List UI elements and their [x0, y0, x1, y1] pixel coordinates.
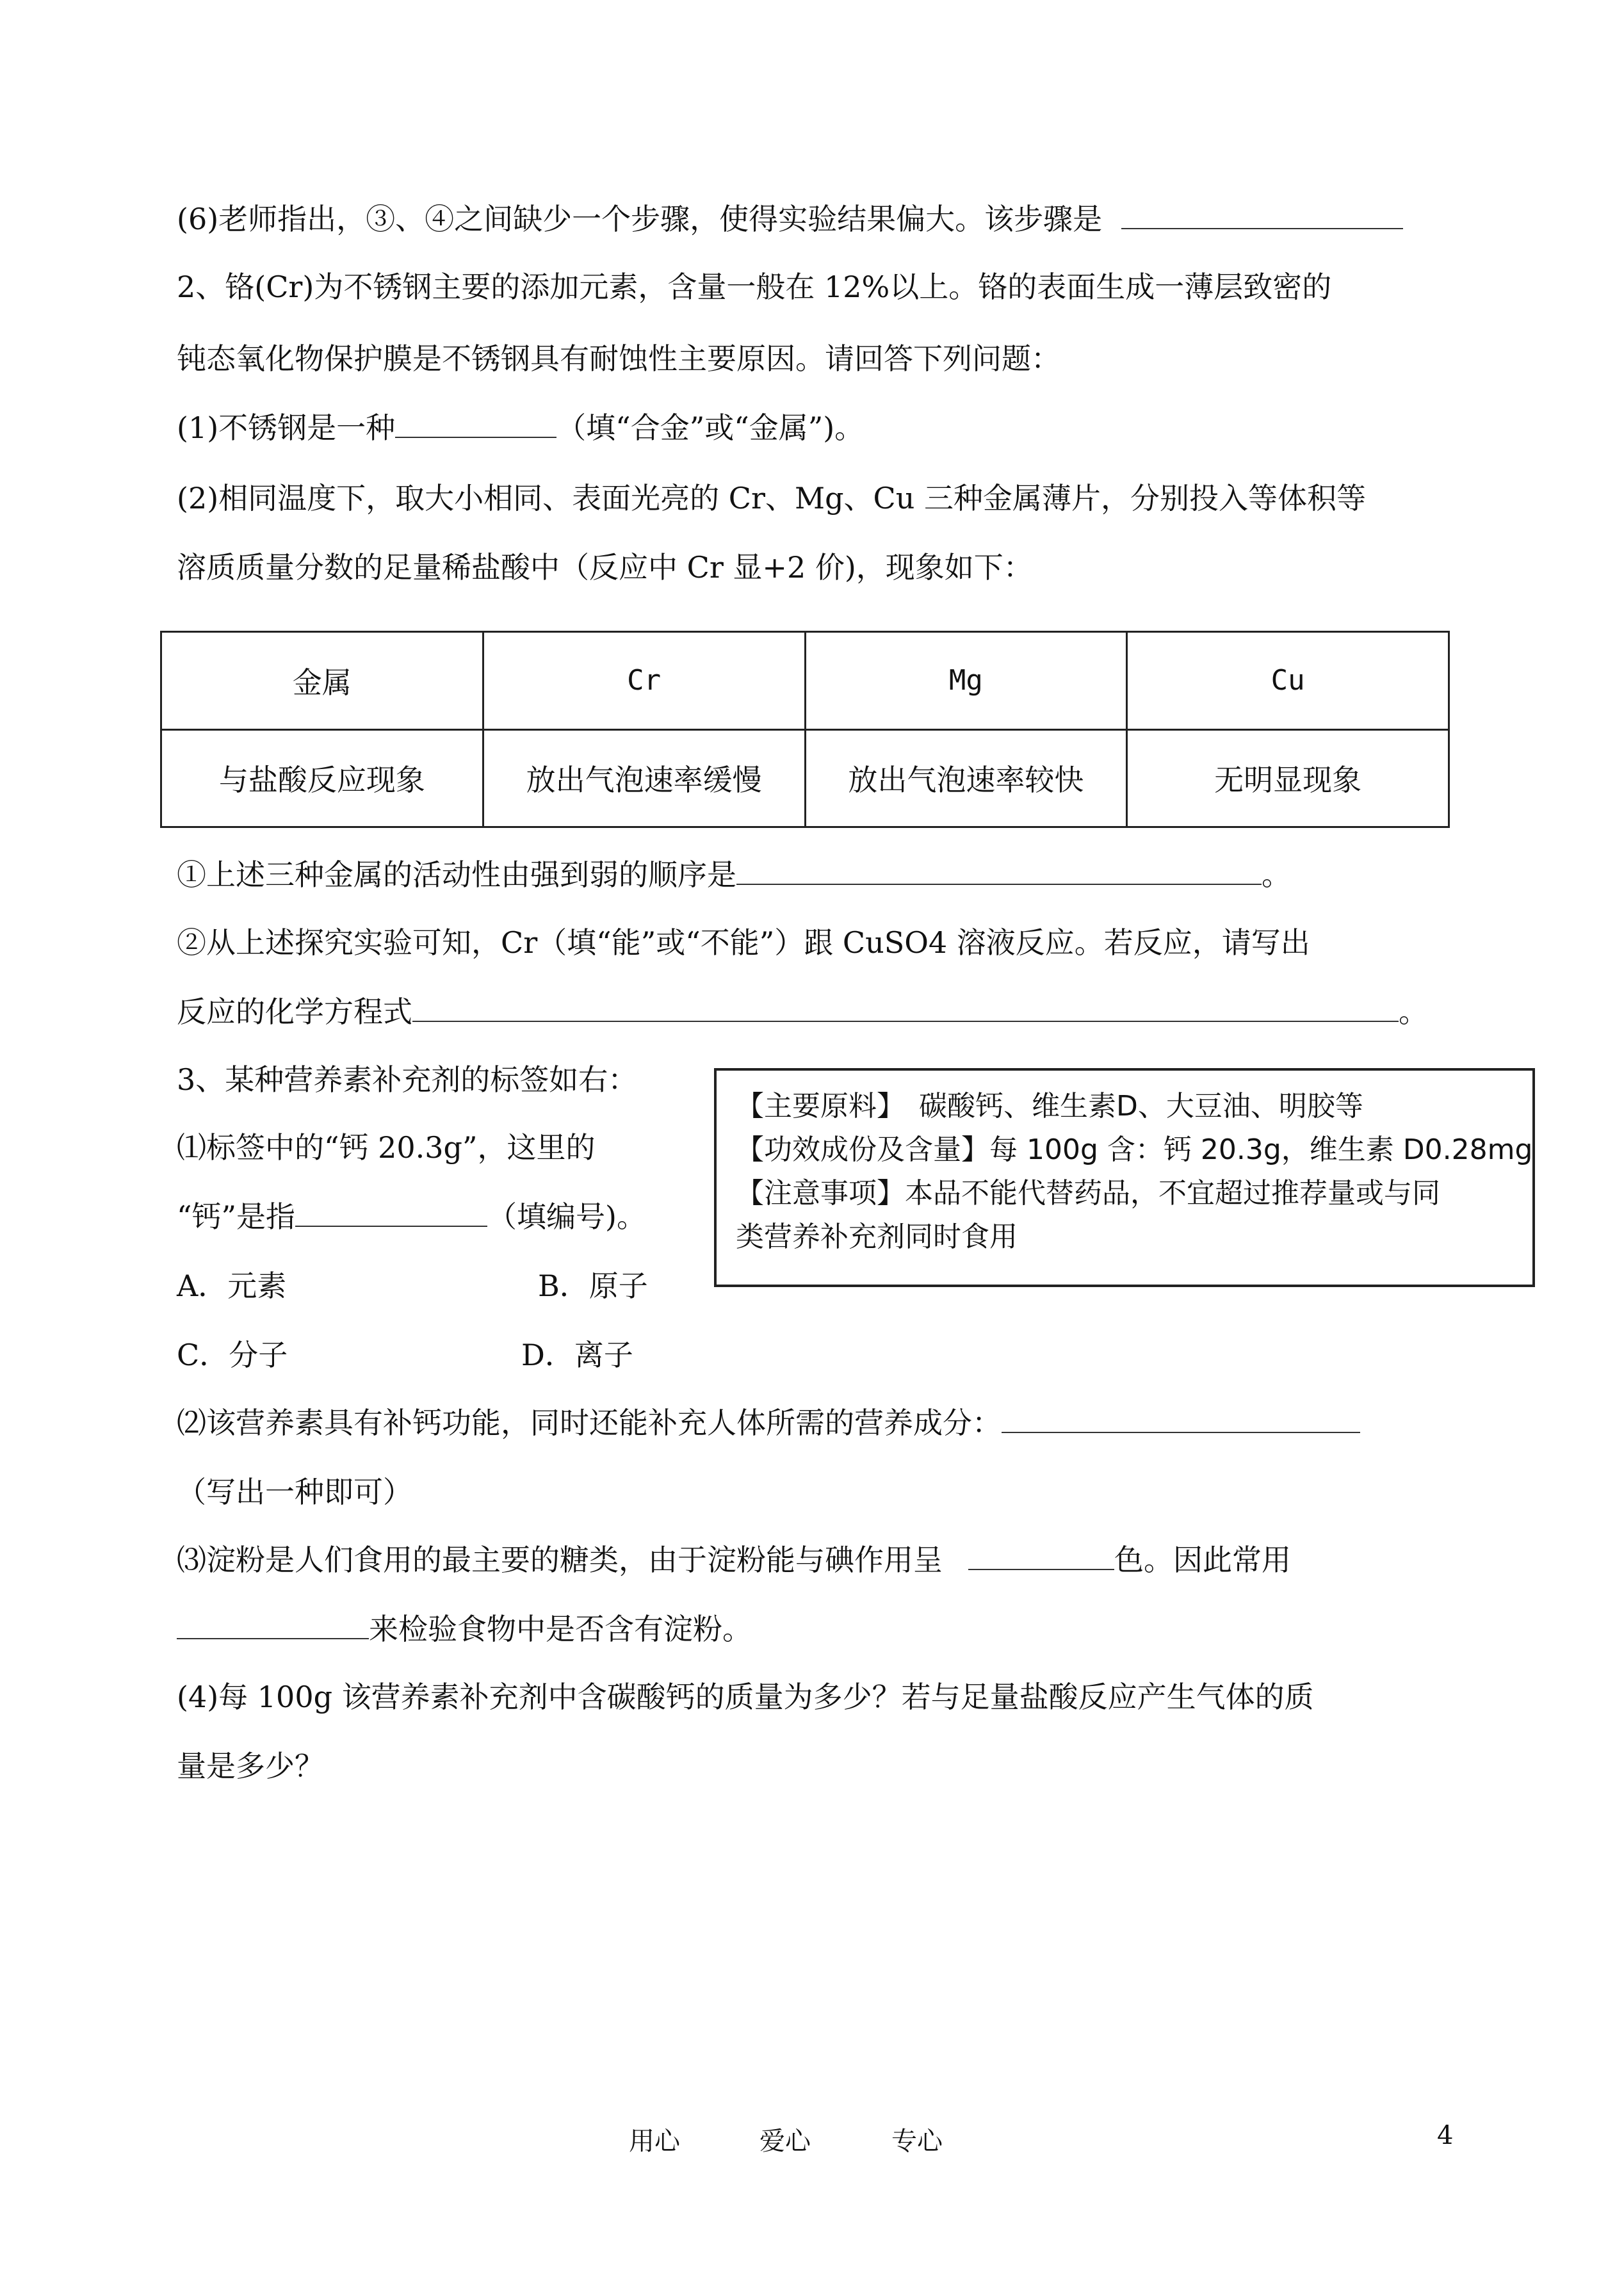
supplement-label-box [714, 1068, 1535, 1287]
footer-motto-1: 用心 [629, 2127, 680, 2156]
q2-circle1-line [177, 856, 1291, 894]
q2-sub2-line1: (2)相同温度下，取大小相同、表面光亮的 Cr、Mg、Cu 三种金属薄片，分别投入等体积等 [177, 481, 1366, 515]
q3-option-c[interactable]: C．分子 [177, 1338, 288, 1372]
q3-reagent-blank[interactable] [177, 1610, 369, 1639]
table-cell: 无明显现象 [1127, 729, 1449, 827]
q3-sub1-line2 [177, 1197, 646, 1236]
q3-sub1-line1: ⑴标签中的“钙 20.3g”，这里的 [177, 1130, 596, 1165]
q3-sub4-line2: 量是多少？ [177, 1749, 324, 1783]
table-cell: 金属 [161, 632, 483, 730]
table-cell: 放出气泡速率缓慢 [483, 729, 805, 827]
table-header-row [161, 632, 1449, 730]
q2-sub1-blank[interactable] [395, 409, 556, 438]
table-cell: 与盐酸反应现象 [161, 729, 483, 827]
table-row [161, 729, 1449, 827]
q2-intro-line1: 2、铬(Cr)为不锈钢主要的添加元素，含量一般在 12%以上。铬的表面生成一薄层致密的 [177, 270, 1332, 304]
q3-sub3-line1 [177, 1541, 1291, 1579]
q3-sub3-line2-after: 来检验食物中是否含有淀粉。 [369, 1612, 752, 1646]
q2-sub1-line [177, 409, 864, 447]
q2-circle2-line2-after: 。 [1399, 994, 1428, 1029]
q1-step6-blank[interactable] [1121, 200, 1403, 229]
q3-sub3-line1-before: ⑶淀粉是人们食用的最主要的糖类，由于淀粉能与碘作用呈 [177, 1543, 943, 1577]
q2-circle2-line1: ②从上述探究实验可知，Cr（填“能”或“不能”）跟 CuSO4 溶液反应。若反应，请写出 [177, 925, 1310, 960]
q3-option-b[interactable]: B．原子 [538, 1269, 648, 1303]
q3-sub2-blank[interactable] [1002, 1404, 1360, 1433]
footer-motto-2: 爱心 [759, 2127, 811, 2156]
label-line: 类营养补充剂同时食用 [736, 1220, 1018, 1253]
q1-step6-text: (6)老师指出，③、④之间缺少一个步骤，使得实验结果偏大。该步骤是 [177, 202, 1103, 236]
q3-sub3-line1-after: 色。因此常用 [1114, 1543, 1291, 1577]
q3-sub2-line2: （写出一种即可） [177, 1475, 412, 1509]
q2-sub1-before: (1)不锈钢是一种 [177, 410, 396, 445]
table-cell: Mg [805, 632, 1127, 730]
table-cell: 放出气泡速率较快 [805, 729, 1127, 827]
q2-circle1-blank[interactable] [736, 856, 1262, 885]
q3-sub2-line1-text: ⑵该营养素具有补钙功能，同时还能补充人体所需的营养成分： [177, 1406, 1002, 1440]
q2-equation-blank[interactable] [412, 993, 1399, 1022]
label-line: 【注意事项】本品不能代替药品，不宜超过推荐量或与同 [736, 1177, 1440, 1210]
label-line: 【主要原料】 碳酸钙、维生素D、大豆油、明胶等 [736, 1090, 1363, 1123]
q3-sub1-line2-before: “钙”是指 [177, 1199, 296, 1234]
q3-sub2-line1 [177, 1404, 1360, 1442]
footer-motto-3: 专心 [891, 2127, 943, 2156]
q3-sub4-line1: (4)每 100g 该营养素补充剂中含碳酸钙的质量为多少？若与足量盐酸反应产生气体的质 [177, 1680, 1314, 1714]
q2-intro-line2: 钝态氧化物保护膜是不锈钢具有耐蚀性主要原因。请回答下列问题： [177, 341, 1060, 376]
q1-step6-line [177, 200, 1403, 238]
q3-color-blank[interactable] [968, 1541, 1114, 1570]
q3-sub3-line2 [177, 1610, 752, 1648]
q3-intro: 3、某种营养素补充剂的标签如右： [177, 1062, 638, 1097]
q3-sub1-line2-after: （填编号)。 [487, 1199, 646, 1234]
metal-reaction-table [160, 631, 1450, 828]
label-line: 【功效成份及含量】每 100g 含：钙 20.3g，维生素 D0.28mg [736, 1133, 1533, 1166]
q3-sub1-blank[interactable] [295, 1197, 487, 1227]
q3-option-a[interactable]: A．元素 [177, 1269, 287, 1303]
q2-circle2-line2 [177, 993, 1428, 1031]
q2-sub1-after: （填“合金”或“金属”)。 [556, 410, 865, 445]
q2-circle1-after: 。 [1262, 857, 1291, 892]
q2-circle1-before: ①上述三种金属的活动性由强到弱的顺序是 [177, 857, 736, 892]
table-cell: Cu [1127, 632, 1449, 730]
q2-circle2-line2-before: 反应的化学方程式 [177, 994, 412, 1029]
q3-option-d[interactable]: D．离子 [521, 1338, 633, 1372]
q2-sub2-line2: 溶质质量分数的足量稀盐酸中（反应中 Cr 显+2 价)，现象如下： [177, 550, 1033, 585]
table-cell: Cr [483, 632, 805, 730]
page-number: 4 [1437, 2121, 1454, 2150]
